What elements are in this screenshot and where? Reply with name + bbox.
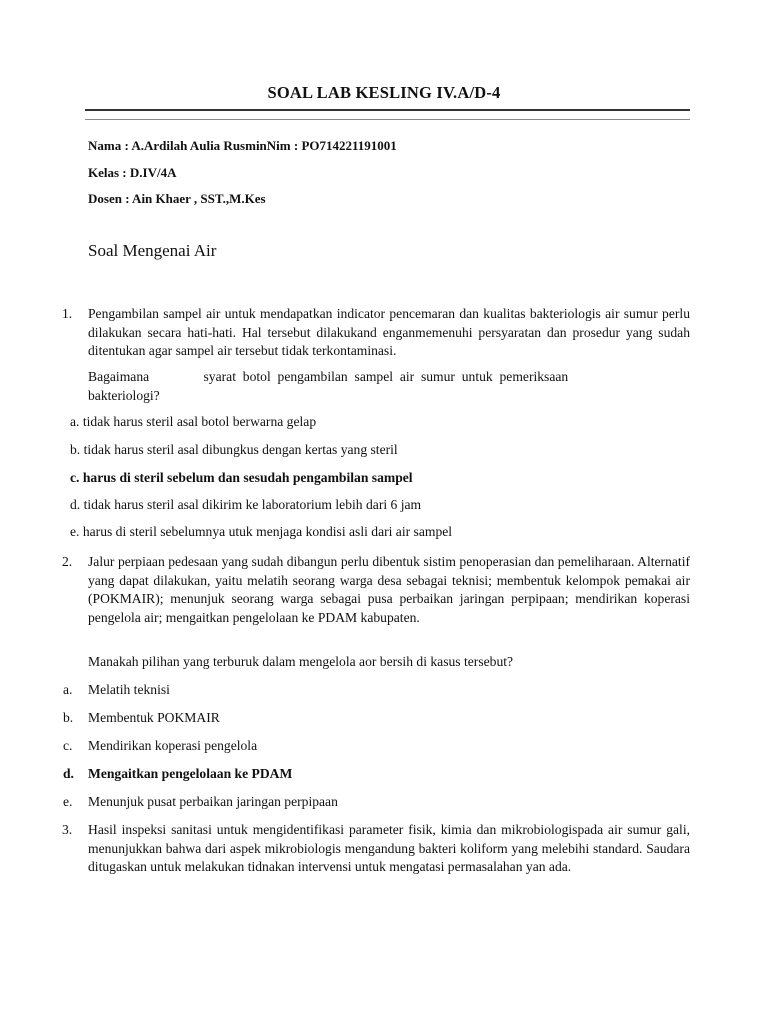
answer-option-letter: d. (63, 766, 74, 781)
question-prompt: Bagaimana syarat botol pengambilan sampel air sumur untuk pemeriksaan (88, 369, 569, 384)
question-number: 2. (62, 554, 73, 569)
question-text: Pengambilan sampel air untuk mendapatkan indicator pencemaran dan kualitas bakteriologis air sumur perlu dilakukan secara hati-hati. Hal tersebut dilakukand enganmemenuhi persyaratan dan prosedur yang sudah ditentukan agar sampel air tersebut tidak terkontaminasi. (88, 306, 690, 358)
answer-option-letter: e. (63, 794, 73, 809)
answer-option: e. harus di steril sebelumnya utuk menjaga kondisi asli dari air sampel (70, 524, 453, 539)
question-prompt-continued: bakteriologi? (88, 388, 160, 403)
section-title: Soal Mengenai Air (88, 241, 217, 260)
answer-option: Mendirikan koperasi pengelola (88, 738, 258, 753)
answer-option: b. tidak harus steril asal dibungkus dengan kertas yang steril (70, 442, 398, 457)
answer-option-letter: c. (63, 738, 73, 753)
question-text: Jalur perpiaan pedesaan yang sudah dibangun perlu dibentuk sistim penoperasian dan pemeliharaan. Alternatif yang dapat dilakukan, yaitu melatih seorang warga desa sebagai teknisi; membentuk kelompok pemakai air (POKMAIR); menunjuk seorang warga sebagai pusa perbaikan jaringan perpipaan; mendirikan koperasi pengelola air; mengaitkan pengelolaan ke PDAM kabupaten. (88, 554, 690, 625)
document-title: SOAL LAB KESLING IV.A/D-4 (267, 83, 501, 102)
student-name-line: Nama : A.Ardilah Aulia RusminNim : PO714221191001 (88, 138, 397, 153)
question-prompt: Manakah pilihan yang terburuk dalam mengelola aor bersih di kasus tersebut? (88, 654, 514, 669)
question-number: 3. (62, 822, 73, 837)
question-number: 1. (62, 306, 73, 321)
title-rule-thin (85, 119, 690, 120)
answer-option: Melatih teknisi (88, 682, 170, 697)
answer-option: a. tidak harus steril asal botol berwarna gelap (70, 414, 317, 429)
answer-option-letter: b. (63, 710, 74, 725)
lecturer-line: Dosen : Ain Khaer , SST.,M.Kes (88, 191, 266, 206)
question-text: Hasil inspeksi sanitasi untuk mengidentifikasi parameter fisik, kimia dan mikrobiologispada air sumur gali, menunjukkan bahwa dari aspek mikrobiologis mengandung bakteri koliform yang melebihi standard. Saudara ditugaskan untuk melakukan tidnakan intervensi untuk mengatasi permasalahan yan ada. (88, 822, 690, 874)
answer-option: Membentuk POKMAIR (88, 710, 220, 725)
answer-option-letter: a. (63, 682, 73, 697)
answer-option: d. tidak harus steril asal dikirim ke laboratorium lebih dari 6 jam (70, 497, 422, 512)
class-line: Kelas : D.IV/4A (88, 165, 177, 180)
answer-option-correct: c. harus di steril sebelum dan sesudah pengambilan sampel (70, 470, 413, 485)
title-rule-thick (85, 109, 690, 111)
answer-option-correct: Mengaitkan pengelolaan ke PDAM (88, 766, 293, 781)
answer-option: Menunjuk pusat perbaikan jaringan perpipaan (88, 794, 338, 809)
